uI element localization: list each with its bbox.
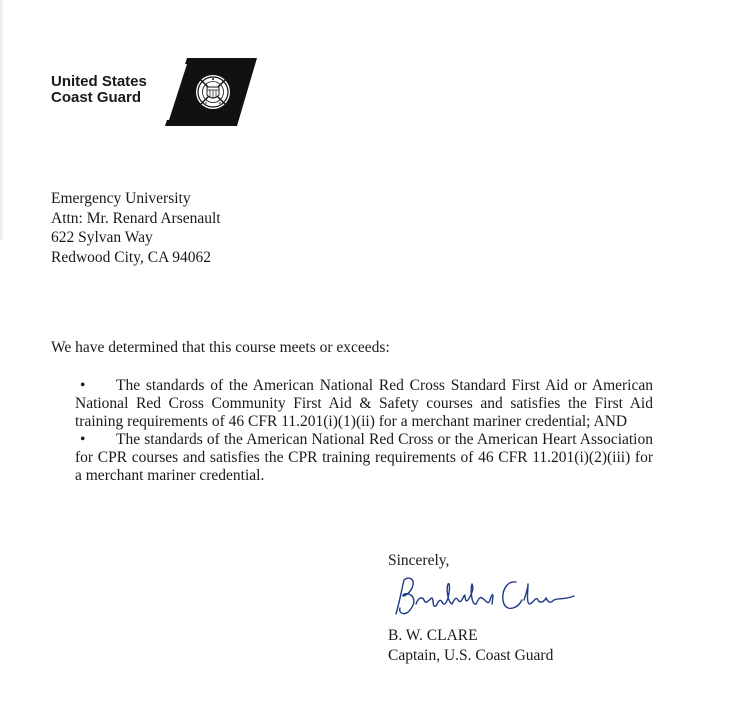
salutation: Sincerely,: [388, 552, 450, 569]
recipient-address: [51, 189, 221, 267]
letterhead: [51, 58, 271, 128]
bullet-marker: •: [80, 377, 86, 394]
address-line: Attn: Mr. Renard Arsenault: [51, 209, 221, 227]
organization-name: [51, 74, 147, 106]
list-item-text: The standards of the American National Red Cross or the American Heart Association for CPR courses and satisfies the CPR training requirements of 46 CFR 11.201(i)(2)(iii) for a merchant mariner credential.: [75, 431, 653, 484]
org-name-line2: Coast Guard: [51, 89, 142, 106]
bullet-marker: •: [80, 431, 86, 448]
list-item: [75, 377, 653, 431]
org-name-line1: United States: [51, 73, 147, 90]
list-item-text: The standards of the American National Red Cross Standard First Aid or American National Red Cross Community First Aid & Safety courses and satisfies the First Aid training requirements of 46 CFR 11.201(i)(1)(ii) for a merchant mariner credential; AND: [75, 377, 653, 430]
closing: [388, 551, 449, 571]
list-item: [75, 431, 653, 485]
signatory-title: Captain, U.S. Coast Guard: [388, 647, 554, 664]
address-line: 622 Sylvan Way: [51, 229, 153, 246]
signatory-block: [388, 626, 553, 666]
address-line: Redwood City, CA 94062: [51, 248, 212, 266]
signatory-name: B. W. CLARE: [388, 627, 478, 644]
intro-paragraph: We have determined that this course meets or exceeds:: [51, 339, 390, 356]
requirements-list: [75, 377, 653, 485]
address-line: Emergency University: [51, 190, 191, 207]
uscg-racing-stripe-emblem-icon: [165, 58, 257, 126]
handwritten-signature: [388, 570, 588, 626]
page-edge-shadow: [0, 0, 4, 240]
